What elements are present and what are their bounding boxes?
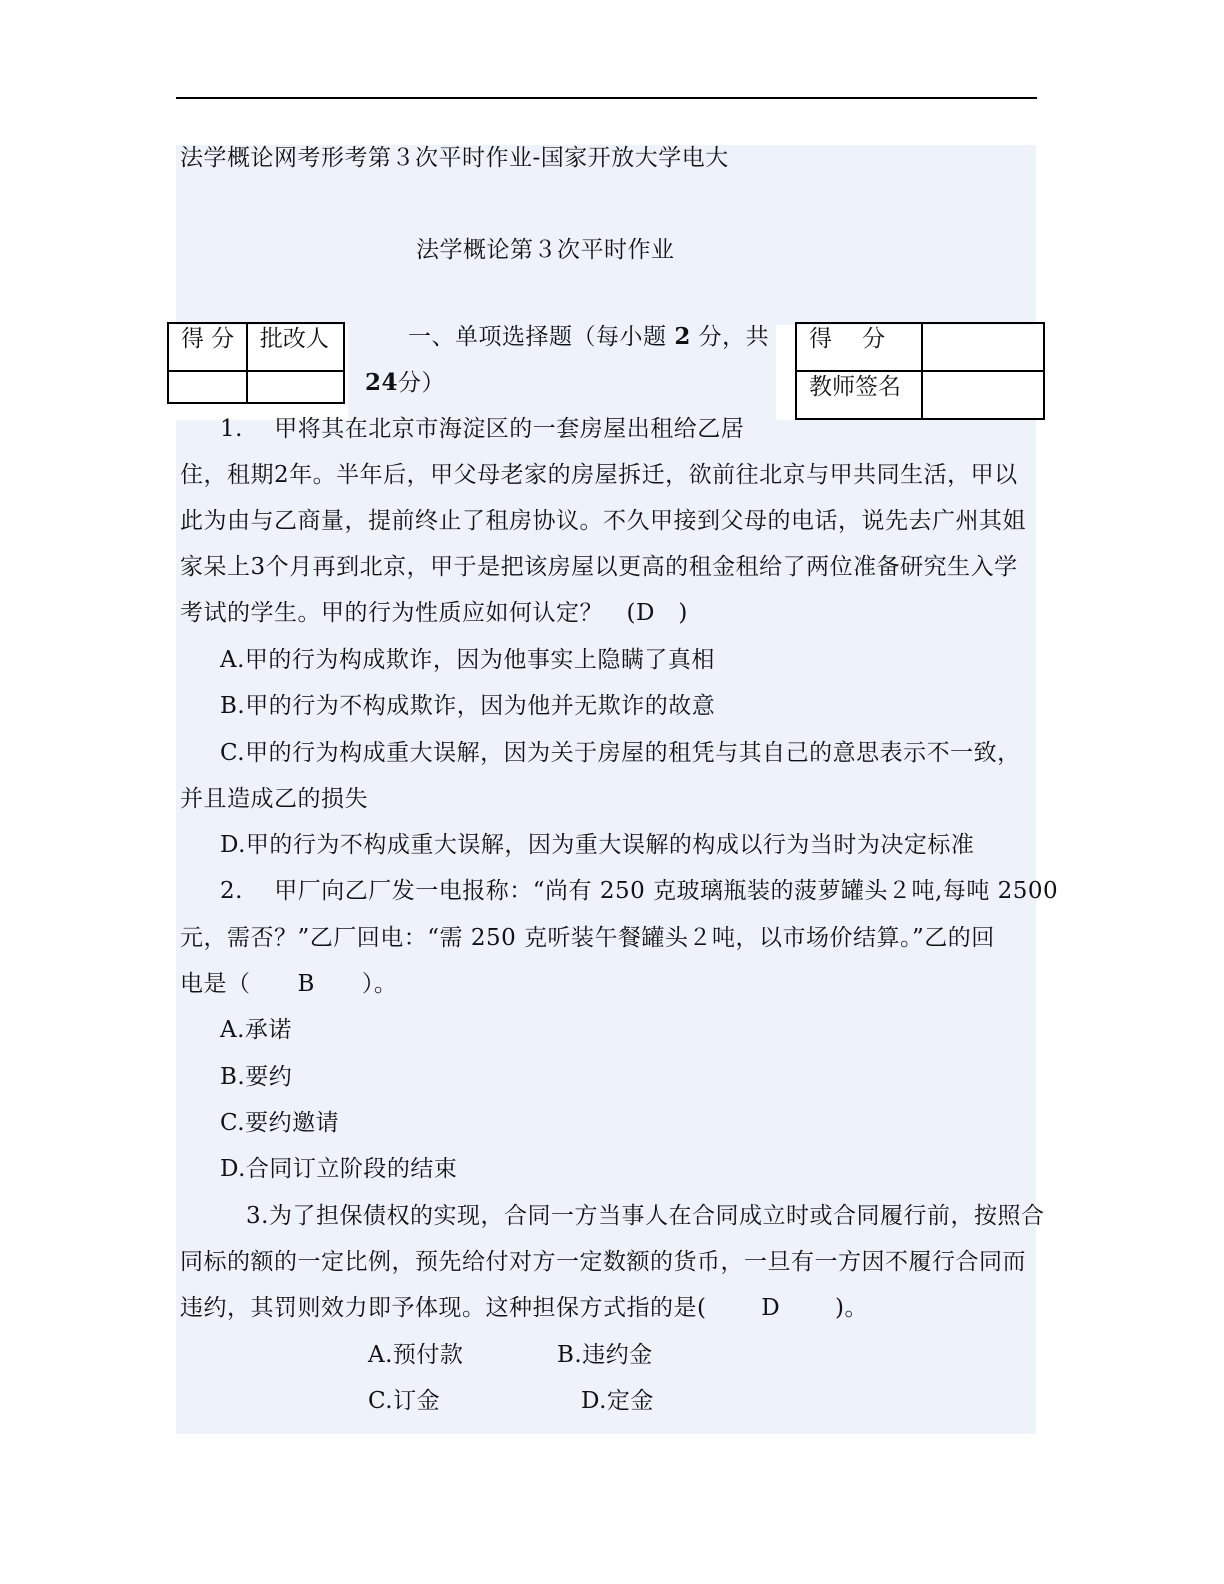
header-rule	[176, 97, 1037, 99]
score-label: 得 分	[168, 323, 247, 371]
grader-cell	[247, 371, 344, 403]
question-2-line: 元，需否？”乙厂回电：“需 250 克听装午餐罐头２吨，以市场价结算。”乙的回	[180, 925, 995, 951]
question-2-option: B.要约	[220, 1064, 293, 1090]
question-3-option: B.违约金	[557, 1342, 653, 1368]
question-1-line: 1. 甲将其在北京市海淀区的一套房屋出租给乙居	[220, 416, 745, 442]
score-box-right	[795, 322, 1045, 420]
page-title: 法学概论第３次平时作业	[416, 237, 675, 263]
header-line: 法学概论网考形考第３次平时作业-国家开放大学电大	[180, 145, 729, 171]
question-1-line: 家呆上3个月再到北京，甲于是把该房屋以更高的租金租给了两位准备研究生入学	[180, 554, 1018, 580]
teacher-signature-label: 教师签名	[796, 371, 922, 419]
section-heading: 一、单项选择题（每小题 2 分，共	[408, 323, 770, 350]
question-2-line: 2. 甲厂向乙厂发一电报称：“尚有 250 克玻璃瓶装的菠萝罐头２吨,每吨 2500	[220, 878, 1059, 904]
question-3-option: A.预付款	[368, 1342, 464, 1368]
question-1-option: C.甲的行为构成重大误解，因为关于房屋的租凭与其自己的意思表示不一致，	[220, 740, 1021, 766]
question-1-option: D.甲的行为不构成重大误解，因为重大误解的构成以行为当时为决定标准	[220, 832, 975, 858]
question-3-line: 违约，其罚则效力即予体现。这种担保方式指的是( D )。	[180, 1295, 869, 1321]
question-1-line: 住，租期2年。半年后，甲父母老家的房屋拆迁，欲前往北京与甲共同生活，甲以	[180, 462, 1018, 488]
score-cell	[922, 323, 1044, 371]
score-cell	[168, 371, 247, 403]
grader-label: 批改人	[247, 323, 344, 371]
question-2-option: A.承诺	[220, 1017, 292, 1043]
score-label: 得 分	[796, 323, 922, 371]
question-1-line: 此为由与乙商量，提前终止了租房协议。不久甲接到父母的电话，说先去广州其姐	[180, 508, 1026, 534]
question-2-option: D.合同订立阶段的结束	[220, 1156, 458, 1182]
question-1-option: B.甲的行为不构成欺诈，因为他并无欺诈的故意	[220, 693, 716, 719]
score-box-left	[167, 322, 345, 404]
teacher-signature-cell	[922, 371, 1044, 419]
question-1-option: A.甲的行为构成欺诈，因为他事实上隐瞒了真相	[220, 647, 715, 673]
question-2-line: 电是（ B ）。	[180, 971, 398, 997]
question-3-line: 3.为了担保债权的实现，合同一方当事人在合同成立时或合同履行前，按照合	[246, 1203, 1045, 1229]
question-2-option: C.要约邀请	[220, 1110, 340, 1136]
question-3-option: D.定金	[581, 1388, 654, 1414]
question-1-line: 考试的学生。甲的行为性质应如何认定？ (D )	[180, 600, 688, 626]
question-3-line: 同标的额的一定比例，预先给付对方一定数额的货币，一旦有一方因不履行合同而	[180, 1249, 1026, 1275]
question-1-option-cont: 并且造成乙的损失	[180, 786, 368, 812]
question-3-option: C.订金	[368, 1388, 441, 1414]
section-heading-cont: 24分）	[365, 369, 446, 396]
